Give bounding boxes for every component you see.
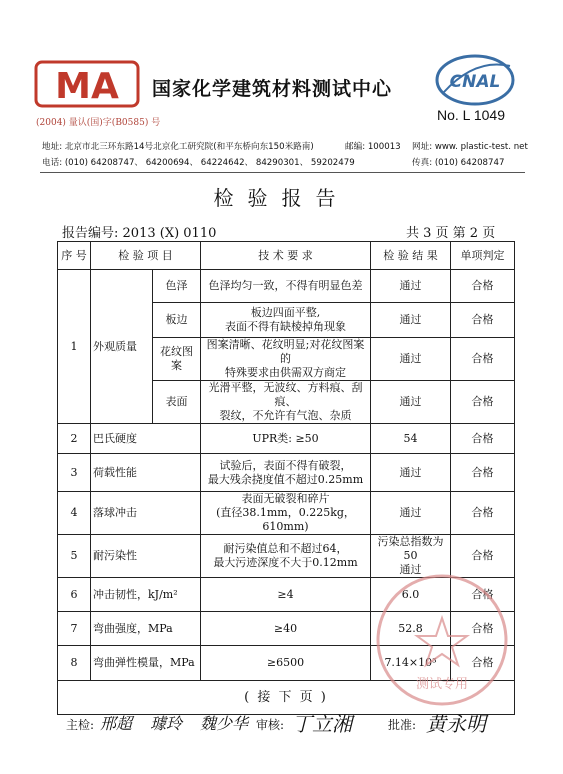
table-row: [58, 492, 515, 535]
row-item: 外观质量: [91, 270, 153, 424]
row-verdict: 合格: [451, 338, 515, 381]
result-line: 通过: [399, 563, 422, 576]
row-result: 通过: [371, 454, 451, 492]
row-subitem: 花纹图案: [153, 338, 201, 381]
row-item: 耐污染性: [91, 535, 201, 578]
row-no: 6: [58, 578, 91, 612]
inspector-label: 主检:: [66, 718, 95, 732]
requirement-line: (直径38.1mm，0.225kg，610mm): [216, 506, 355, 533]
report-number-line: [62, 222, 216, 241]
website-line: [412, 140, 528, 152]
phone-label: 电话:: [42, 158, 63, 168]
report-number-label: 报告编号:: [62, 226, 119, 241]
row-requirement: ≥4: [201, 578, 371, 612]
cnal-logo-text: CNAL: [449, 72, 501, 92]
row-requirement: [201, 303, 371, 338]
continued-note: ( 接 下 页 ): [58, 681, 515, 715]
lab-number: No. L 1049: [437, 107, 505, 123]
reviewer-label: 审核:: [256, 718, 285, 732]
row-subitem: 表面: [153, 381, 201, 424]
row-result: 通过: [371, 492, 451, 535]
row-result: 52.8: [371, 612, 451, 646]
phones: (010) 64208747、 64200694、 64224642、 84290301、 59202479: [64, 158, 355, 168]
row-no: 4: [58, 492, 91, 535]
header-no: 序 号: [58, 242, 91, 270]
row-no: 3: [58, 454, 91, 492]
page-count: 共 3 页 第 2 页: [406, 226, 496, 241]
requirement-line: 光滑平整，无波纹、方料痕、刮痕、: [208, 381, 363, 408]
row-requirement: [201, 492, 371, 535]
row-result: 54: [371, 424, 451, 454]
row-item: 弯曲强度，MPa: [91, 612, 201, 646]
row-verdict: 合格: [451, 612, 515, 646]
website-label: 网址:: [412, 142, 433, 152]
row-item: 落球冲击: [91, 492, 201, 535]
row-item: 弯曲弹性模量，MPa: [91, 646, 201, 681]
row-no: 1: [58, 270, 91, 424]
row-requirement: [201, 338, 371, 381]
row-verdict: 合格: [451, 646, 515, 681]
row-result: 通过: [371, 338, 451, 381]
fax-line: [412, 156, 504, 168]
requirement-line: 表面无破裂和碎片: [241, 492, 330, 505]
row-verdict: 合格: [451, 270, 515, 303]
inspector-signature: 璩玲: [150, 714, 183, 733]
row-verdict: 合格: [451, 424, 515, 454]
org-name: 国家化学建筑材料测试中心: [152, 78, 393, 100]
row-no: 2: [58, 424, 91, 454]
row-requirement: [201, 454, 371, 492]
row-verdict: 合格: [451, 492, 515, 535]
postcode-line: [345, 140, 401, 152]
requirement-line: 裂纹，不允许有气泡、杂质: [219, 409, 352, 422]
stamp-text: 测试专用: [415, 677, 469, 692]
row-verdict: 合格: [451, 381, 515, 424]
postcode-label: 邮编:: [345, 142, 366, 152]
requirement-line: 表面不得有缺棱掉角现象: [225, 320, 346, 333]
address: 北京市北三环东路14号北京化工研究院(和平东桥向东150米路南): [64, 142, 314, 152]
requirement-line: 特殊要求由供需双方商定: [225, 366, 346, 379]
row-verdict: 合格: [451, 535, 515, 578]
cnal-logo: [430, 52, 520, 107]
row-requirement: [201, 381, 371, 424]
inspector-signature: 魏少华: [200, 714, 249, 733]
row-requirement: UPR类: ≥50: [201, 424, 371, 454]
row-result: 通过: [371, 381, 451, 424]
certification-number: (2004) 量认(国)字(B0585) 号: [36, 118, 161, 128]
row-requirement: [201, 535, 371, 578]
cma-logo: [34, 60, 140, 108]
row-subitem: 色泽: [153, 270, 201, 303]
header-item: 检 验 项 目: [91, 242, 201, 270]
header-verdict: 单项判定: [451, 242, 515, 270]
header-divider: [40, 172, 525, 173]
report-title: 检验报告: [213, 186, 350, 210]
row-requirement: ≥6500: [201, 646, 371, 681]
table-header-row: [58, 242, 515, 270]
inspector-signature: 邢超: [100, 714, 133, 733]
ma-logo-text: MA: [55, 66, 119, 107]
requirement-line: 图案清晰、花纹明显;对花纹图案的: [206, 338, 365, 365]
row-verdict: 合格: [451, 578, 515, 612]
row-no: 5: [58, 535, 91, 578]
reviewer-signature: 丁立湘: [292, 712, 352, 736]
requirement-line: 试验后，表面不得有破裂，: [219, 458, 352, 472]
row-item: 冲击韧性，kJ/m²: [91, 578, 201, 612]
row-requirement: ≥40: [201, 612, 371, 646]
postcode: 100013: [367, 142, 401, 152]
requirement-line: 最大残余挠度值不超过0.25mm: [207, 472, 364, 486]
requirement-line: 板边四面平整,: [250, 306, 321, 319]
header-result: 检 验 结 果: [371, 242, 451, 270]
row-result: 通过: [371, 303, 451, 338]
row-result: 通过: [371, 270, 451, 303]
row-no: 8: [58, 646, 91, 681]
result-line: 污染总指数为50: [377, 535, 444, 562]
fax: (010) 64208747: [434, 158, 505, 168]
row-subitem: 板边: [153, 303, 201, 338]
row-result: 7.14×10³: [371, 646, 451, 681]
fax-label: 传真:: [412, 158, 433, 168]
table-row: [58, 454, 515, 492]
phone-line: [42, 156, 355, 168]
row-no: 7: [58, 612, 91, 646]
table-row: [58, 424, 515, 454]
row-item: 荷载性能: [91, 454, 201, 492]
address-label: 地址:: [42, 142, 63, 152]
approver-label: 批准:: [388, 718, 417, 732]
requirement-line: 耐污染值总和不超过64，: [223, 542, 348, 555]
approver-signature: 黄永明: [426, 712, 486, 736]
header-requirement: 技 术 要 求: [201, 242, 371, 270]
row-requirement: [201, 270, 371, 303]
website: www. plastic-test. net: [434, 142, 528, 152]
row-item: 巴氏硬度: [91, 424, 201, 454]
row-result: 6.0: [371, 578, 451, 612]
row-verdict: 合格: [451, 303, 515, 338]
row-verdict: 合格: [451, 454, 515, 492]
address-line: [42, 140, 314, 152]
official-stamp: [372, 570, 512, 710]
requirement-line: 色泽均匀一致，不得有明显色差: [208, 279, 363, 292]
requirement-line: 最大污迹深度不大于0.12mm: [213, 556, 358, 569]
table-row: [58, 270, 515, 303]
report-number: 2013 (X) 0110: [122, 226, 217, 241]
